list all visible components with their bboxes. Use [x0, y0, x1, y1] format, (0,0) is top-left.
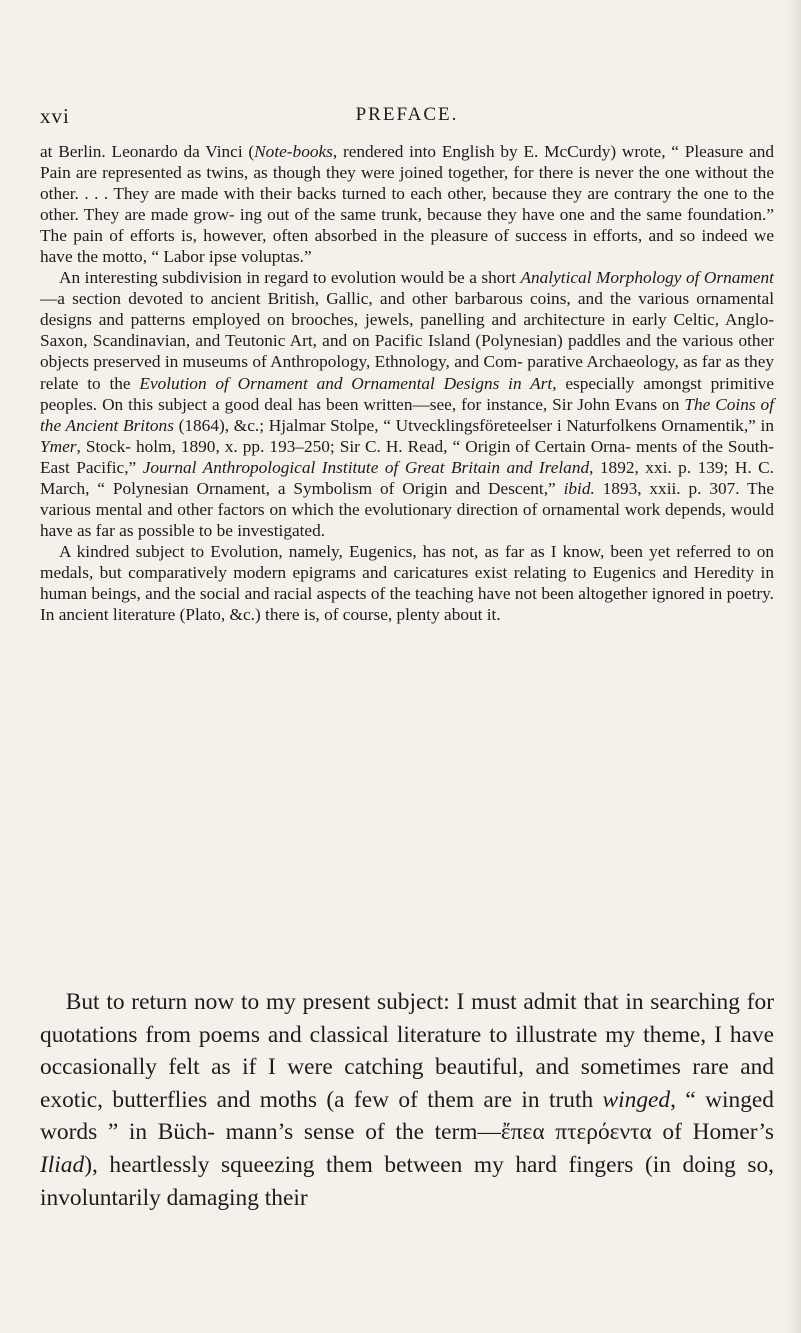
text-run: (1864), &c.; Hjalmar Stolpe, “ Utvecklingsföreteelser i Naturfolkens Ornamentik,” in	[173, 415, 774, 435]
italic-word: winged	[602, 1086, 671, 1113]
running-head	[40, 104, 774, 134]
italic-title: Iliad	[40, 1151, 85, 1178]
text-run: But to return now to my present subject: I must admit that in searching for quotations from poems and classical literature to illustrate my theme, I have occasionally felt as if I were catching beautiful, and sometimes rare and exotic, butterflies and moths (a few of them are in truth	[40, 989, 774, 1113]
italic-title: Analytical Morphology of Ornament	[520, 268, 774, 288]
italic-title: The Coins of the Ancient Britons	[40, 394, 774, 435]
main-text-block	[40, 986, 774, 1214]
italic-title: Note-books	[254, 142, 333, 161]
italic-title: Journal Anthropological Institute of Great Britain and Ireland	[142, 457, 590, 477]
paragraph-2	[40, 267, 774, 541]
text-run: , “ winged words ” in Büch- mann’s sense of the term—ἔπεα πτερόεντα of Homer’s	[40, 1086, 774, 1146]
text-run: , especially amongst primitive peoples. On this subject a good deal has been written—see, for instance, Sir John Evans on	[40, 373, 774, 414]
text-run: at Berlin. Leonardo da Vinci (	[40, 142, 255, 161]
text-run: —a section devoted to ancient British, Gallic, and other barbarous coins, and the various ornamental designs and patterns employed on brooches, jewels, panelling and architecture in early Celtic, Anglo-Saxon, Scandinavian, and Teutonic Art, and on Pacific Island (Polynesian) paddles and the various other objects preserved in museums of Anthropology, Ethnology, and Com- parative Archaeology, as far as they relate to the	[40, 289, 774, 393]
page-number: xvi	[40, 104, 70, 128]
text-run: 1893, xxii. p. 307. The various mental and other factors on which the evolutionary direction of ornamental work depends, would have as far as possible to be investigated.	[40, 478, 774, 540]
paragraph-3: A kindred subject to Evolution, namely, Eugenics, has not, as far as I know, been yet referred to on medals, but comparatively modern epigrams and caricatures exist relating to Eugenics and Heredity in human beings, and the social and racial aspects of the teaching have not been altogether ignored in poetry. In ancient literature (Plato, &c.) there is, of course, plenty about it.	[40, 541, 774, 625]
text-run: , rendered into English by E. McCurdy) wrote, “ Pleasure and Pain are represented as twins, as though they were joined together, for there is never the one without the other. . . . They are made with their backs turned to each other, because they are contrary the one to the other. They are made grow- ing out of the same trunk, because they have one and the same foundation.” The pain of efforts is, however, often absorbed in the pleasure of success in efforts, and so indeed we have the motto, “ Labor ipse voluptas.”	[40, 142, 774, 267]
italic-title: Evolution of Ornament and Ornamental Designs in Art	[139, 373, 553, 393]
text-run: An interesting subdivision in regard to evolution would be a short	[59, 268, 521, 288]
italic-title: ibid.	[563, 478, 595, 498]
page-edge-shadow	[787, 0, 801, 1333]
paragraph-1	[40, 141, 774, 267]
text-run: , Stock- holm, 1890, x. pp. 193–250; Sir C. H. Read, “ Origin of Certain Orna- ments of the South-East Pacific,”	[40, 436, 774, 477]
italic-title: Ymer	[40, 436, 77, 456]
footnote-text-block	[40, 141, 774, 625]
text-run: , 1892, xxi. p. 139; H. C. March, “ Polynesian Ornament, a Symbolism of Origin and Descent,”	[40, 457, 774, 498]
running-title: PREFACE.	[355, 104, 459, 125]
text-run: ), heartlessly squeezing them between my hard fingers (in doing so, involuntarily damaging their	[40, 1151, 774, 1211]
paragraph-4	[40, 986, 774, 1214]
